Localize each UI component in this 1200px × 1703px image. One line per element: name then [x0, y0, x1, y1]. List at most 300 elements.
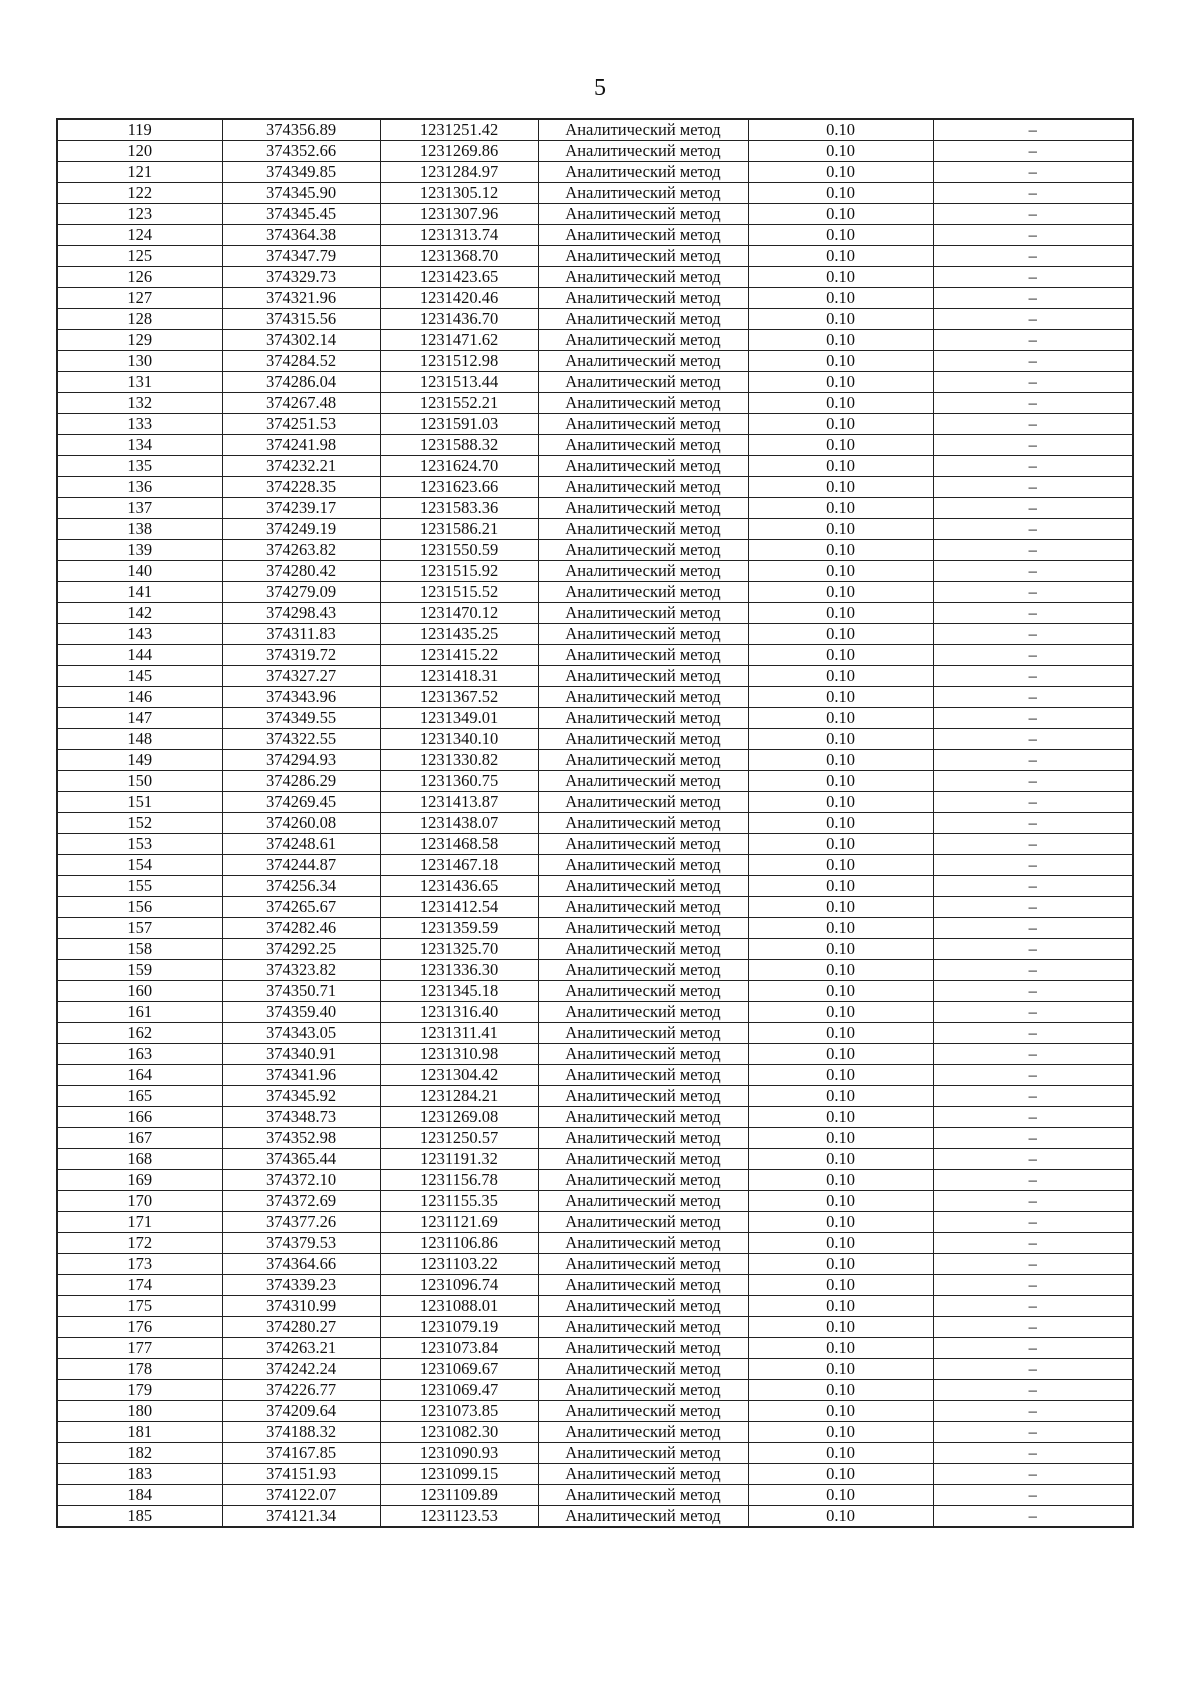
accuracy-cell: 0.10: [748, 1422, 933, 1443]
x-coordinate-cell: 374343.96: [222, 687, 380, 708]
accuracy-cell: 0.10: [748, 981, 933, 1002]
table-row: [57, 876, 1133, 897]
accuracy-cell: 0.10: [748, 141, 933, 162]
method-cell: Аналитический метод: [538, 1401, 748, 1422]
point-number-cell: 121: [57, 162, 222, 183]
table-row: [57, 1002, 1133, 1023]
point-number-cell: 145: [57, 666, 222, 687]
note-cell: –: [933, 624, 1133, 645]
method-cell: Аналитический метод: [538, 960, 748, 981]
method-cell: Аналитический метод: [538, 1317, 748, 1338]
accuracy-cell: 0.10: [748, 1506, 933, 1528]
table-row: [57, 1359, 1133, 1380]
y-coordinate-cell: 1231304.42: [380, 1065, 538, 1086]
x-coordinate-cell: 374302.14: [222, 330, 380, 351]
accuracy-cell: 0.10: [748, 1065, 933, 1086]
x-coordinate-cell: 374292.25: [222, 939, 380, 960]
table-row: [57, 1317, 1133, 1338]
point-number-cell: 146: [57, 687, 222, 708]
note-cell: –: [933, 1128, 1133, 1149]
note-cell: –: [933, 1464, 1133, 1485]
accuracy-cell: 0.10: [748, 225, 933, 246]
note-cell: –: [933, 456, 1133, 477]
table-row: [57, 267, 1133, 288]
x-coordinate-cell: 374372.69: [222, 1191, 380, 1212]
accuracy-cell: 0.10: [748, 918, 933, 939]
y-coordinate-cell: 1231191.32: [380, 1149, 538, 1170]
note-cell: –: [933, 792, 1133, 813]
table-row: [57, 1128, 1133, 1149]
point-number-cell: 139: [57, 540, 222, 561]
accuracy-cell: 0.10: [748, 855, 933, 876]
x-coordinate-cell: 374121.34: [222, 1506, 380, 1528]
method-cell: Аналитический метод: [538, 813, 748, 834]
method-cell: Аналитический метод: [538, 1359, 748, 1380]
y-coordinate-cell: 1231515.52: [380, 582, 538, 603]
method-cell: Аналитический метод: [538, 351, 748, 372]
point-number-cell: 153: [57, 834, 222, 855]
point-number-cell: 154: [57, 855, 222, 876]
y-coordinate-cell: 1231436.65: [380, 876, 538, 897]
table-row: [57, 1401, 1133, 1422]
point-number-cell: 136: [57, 477, 222, 498]
accuracy-cell: 0.10: [748, 1233, 933, 1254]
method-cell: Аналитический метод: [538, 141, 748, 162]
accuracy-cell: 0.10: [748, 708, 933, 729]
accuracy-cell: 0.10: [748, 1443, 933, 1464]
table-row: [57, 456, 1133, 477]
x-coordinate-cell: 374228.35: [222, 477, 380, 498]
note-cell: –: [933, 498, 1133, 519]
accuracy-cell: 0.10: [748, 792, 933, 813]
x-coordinate-cell: 374267.48: [222, 393, 380, 414]
y-coordinate-cell: 1231552.21: [380, 393, 538, 414]
table-row: [57, 519, 1133, 540]
x-coordinate-cell: 374359.40: [222, 1002, 380, 1023]
note-cell: –: [933, 1002, 1133, 1023]
method-cell: Аналитический метод: [538, 561, 748, 582]
x-coordinate-cell: 374340.91: [222, 1044, 380, 1065]
table-row: [57, 1422, 1133, 1443]
point-number-cell: 122: [57, 183, 222, 204]
point-number-cell: 119: [57, 119, 222, 141]
x-coordinate-cell: 374329.73: [222, 267, 380, 288]
x-coordinate-cell: 374348.73: [222, 1107, 380, 1128]
point-number-cell: 176: [57, 1317, 222, 1338]
accuracy-cell: 0.10: [748, 1191, 933, 1212]
method-cell: Аналитический метод: [538, 645, 748, 666]
y-coordinate-cell: 1231513.44: [380, 372, 538, 393]
point-number-cell: 182: [57, 1443, 222, 1464]
note-cell: –: [933, 246, 1133, 267]
y-coordinate-cell: 1231088.01: [380, 1296, 538, 1317]
point-number-cell: 140: [57, 561, 222, 582]
x-coordinate-cell: 374341.96: [222, 1065, 380, 1086]
y-coordinate-cell: 1231311.41: [380, 1023, 538, 1044]
table-row: [57, 351, 1133, 372]
note-cell: –: [933, 288, 1133, 309]
accuracy-cell: 0.10: [748, 183, 933, 204]
accuracy-cell: 0.10: [748, 645, 933, 666]
table-row: [57, 1485, 1133, 1506]
method-cell: Аналитический метод: [538, 1338, 748, 1359]
x-coordinate-cell: 374244.87: [222, 855, 380, 876]
y-coordinate-cell: 1231316.40: [380, 1002, 538, 1023]
table-row: [57, 1107, 1133, 1128]
table-row: [57, 813, 1133, 834]
table-row: [57, 855, 1133, 876]
method-cell: Аналитический метод: [538, 1422, 748, 1443]
x-coordinate-cell: 374372.10: [222, 1170, 380, 1191]
accuracy-cell: 0.10: [748, 687, 933, 708]
note-cell: –: [933, 1506, 1133, 1528]
accuracy-cell: 0.10: [748, 1128, 933, 1149]
table-row: [57, 771, 1133, 792]
note-cell: –: [933, 582, 1133, 603]
point-number-cell: 161: [57, 1002, 222, 1023]
method-cell: Аналитический метод: [538, 1254, 748, 1275]
y-coordinate-cell: 1231109.89: [380, 1485, 538, 1506]
table-row: [57, 960, 1133, 981]
table-row: [57, 1275, 1133, 1296]
note-cell: –: [933, 1149, 1133, 1170]
method-cell: Аналитический метод: [538, 1506, 748, 1528]
note-cell: –: [933, 771, 1133, 792]
note-cell: –: [933, 1254, 1133, 1275]
y-coordinate-cell: 1231412.54: [380, 897, 538, 918]
point-number-cell: 166: [57, 1107, 222, 1128]
y-coordinate-cell: 1231415.22: [380, 645, 538, 666]
x-coordinate-cell: 374356.89: [222, 119, 380, 141]
table-row: [57, 435, 1133, 456]
accuracy-cell: 0.10: [748, 267, 933, 288]
table-row: [57, 1380, 1133, 1401]
point-number-cell: 144: [57, 645, 222, 666]
x-coordinate-cell: 374260.08: [222, 813, 380, 834]
note-cell: –: [933, 603, 1133, 624]
accuracy-cell: 0.10: [748, 414, 933, 435]
y-coordinate-cell: 1231438.07: [380, 813, 538, 834]
accuracy-cell: 0.10: [748, 1254, 933, 1275]
note-cell: –: [933, 729, 1133, 750]
table-row: [57, 666, 1133, 687]
note-cell: –: [933, 1359, 1133, 1380]
point-number-cell: 159: [57, 960, 222, 981]
table-row: [57, 792, 1133, 813]
x-coordinate-cell: 374232.21: [222, 456, 380, 477]
table-row: [57, 708, 1133, 729]
y-coordinate-cell: 1231512.98: [380, 351, 538, 372]
table-row: [57, 393, 1133, 414]
x-coordinate-cell: 374365.44: [222, 1149, 380, 1170]
accuracy-cell: 0.10: [748, 119, 933, 141]
accuracy-cell: 0.10: [748, 1464, 933, 1485]
x-coordinate-cell: 374349.55: [222, 708, 380, 729]
point-number-cell: 163: [57, 1044, 222, 1065]
point-number-cell: 148: [57, 729, 222, 750]
table-row: [57, 918, 1133, 939]
method-cell: Аналитический метод: [538, 435, 748, 456]
point-number-cell: 133: [57, 414, 222, 435]
method-cell: Аналитический метод: [538, 603, 748, 624]
table-row: [57, 834, 1133, 855]
table-row: [57, 204, 1133, 225]
accuracy-cell: 0.10: [748, 1170, 933, 1191]
note-cell: –: [933, 1317, 1133, 1338]
point-number-cell: 152: [57, 813, 222, 834]
y-coordinate-cell: 1231336.30: [380, 960, 538, 981]
table-row: [57, 1443, 1133, 1464]
point-number-cell: 132: [57, 393, 222, 414]
table-row: [57, 225, 1133, 246]
method-cell: Аналитический метод: [538, 1212, 748, 1233]
accuracy-cell: 0.10: [748, 1023, 933, 1044]
accuracy-cell: 0.10: [748, 1212, 933, 1233]
x-coordinate-cell: 374151.93: [222, 1464, 380, 1485]
method-cell: Аналитический метод: [538, 687, 748, 708]
accuracy-cell: 0.10: [748, 813, 933, 834]
method-cell: Аналитический метод: [538, 1443, 748, 1464]
accuracy-cell: 0.10: [748, 1044, 933, 1065]
accuracy-cell: 0.10: [748, 771, 933, 792]
table-row: [57, 414, 1133, 435]
method-cell: Аналитический метод: [538, 288, 748, 309]
table-row: [57, 1506, 1133, 1528]
point-number-cell: 177: [57, 1338, 222, 1359]
y-coordinate-cell: 1231106.86: [380, 1233, 538, 1254]
x-coordinate-cell: 374315.56: [222, 309, 380, 330]
y-coordinate-cell: 1231624.70: [380, 456, 538, 477]
note-cell: –: [933, 225, 1133, 246]
y-coordinate-cell: 1231307.96: [380, 204, 538, 225]
table-row: [57, 119, 1133, 141]
method-cell: Аналитический метод: [538, 855, 748, 876]
y-coordinate-cell: 1231073.84: [380, 1338, 538, 1359]
point-number-cell: 165: [57, 1086, 222, 1107]
accuracy-cell: 0.10: [748, 1275, 933, 1296]
point-number-cell: 125: [57, 246, 222, 267]
note-cell: –: [933, 435, 1133, 456]
x-coordinate-cell: 374343.05: [222, 1023, 380, 1044]
y-coordinate-cell: 1231349.01: [380, 708, 538, 729]
x-coordinate-cell: 374311.83: [222, 624, 380, 645]
point-number-cell: 164: [57, 1065, 222, 1086]
table-row: [57, 330, 1133, 351]
y-coordinate-cell: 1231069.47: [380, 1380, 538, 1401]
point-number-cell: 123: [57, 204, 222, 225]
x-coordinate-cell: 374122.07: [222, 1485, 380, 1506]
method-cell: Аналитический метод: [538, 309, 748, 330]
note-cell: –: [933, 960, 1133, 981]
y-coordinate-cell: 1231251.42: [380, 119, 538, 141]
method-cell: Аналитический метод: [538, 750, 748, 771]
point-number-cell: 141: [57, 582, 222, 603]
note-cell: –: [933, 477, 1133, 498]
accuracy-cell: 0.10: [748, 1149, 933, 1170]
method-cell: Аналитический метод: [538, 1191, 748, 1212]
note-cell: –: [933, 981, 1133, 1002]
y-coordinate-cell: 1231436.70: [380, 309, 538, 330]
method-cell: Аналитический метод: [538, 498, 748, 519]
y-coordinate-cell: 1231345.18: [380, 981, 538, 1002]
note-cell: –: [933, 1485, 1133, 1506]
method-cell: Аналитический метод: [538, 939, 748, 960]
point-number-cell: 167: [57, 1128, 222, 1149]
table-row: [57, 162, 1133, 183]
point-number-cell: 147: [57, 708, 222, 729]
point-number-cell: 150: [57, 771, 222, 792]
y-coordinate-cell: 1231096.74: [380, 1275, 538, 1296]
point-number-cell: 168: [57, 1149, 222, 1170]
accuracy-cell: 0.10: [748, 246, 933, 267]
note-cell: –: [933, 645, 1133, 666]
method-cell: Аналитический метод: [538, 183, 748, 204]
y-coordinate-cell: 1231550.59: [380, 540, 538, 561]
x-coordinate-cell: 374263.82: [222, 540, 380, 561]
method-cell: Аналитический метод: [538, 456, 748, 477]
y-coordinate-cell: 1231313.74: [380, 225, 538, 246]
point-number-cell: 131: [57, 372, 222, 393]
y-coordinate-cell: 1231413.87: [380, 792, 538, 813]
note-cell: –: [933, 204, 1133, 225]
point-number-cell: 180: [57, 1401, 222, 1422]
y-coordinate-cell: 1231368.70: [380, 246, 538, 267]
accuracy-cell: 0.10: [748, 729, 933, 750]
x-coordinate-cell: 374280.27: [222, 1317, 380, 1338]
method-cell: Аналитический метод: [538, 729, 748, 750]
point-number-cell: 169: [57, 1170, 222, 1191]
table-row: [57, 246, 1133, 267]
method-cell: Аналитический метод: [538, 246, 748, 267]
accuracy-cell: 0.10: [748, 1002, 933, 1023]
note-cell: –: [933, 813, 1133, 834]
x-coordinate-cell: 374248.61: [222, 834, 380, 855]
note-cell: –: [933, 119, 1133, 141]
y-coordinate-cell: 1231471.62: [380, 330, 538, 351]
method-cell: Аналитический метод: [538, 1464, 748, 1485]
point-number-cell: 184: [57, 1485, 222, 1506]
note-cell: –: [933, 1044, 1133, 1065]
table-row: [57, 750, 1133, 771]
y-coordinate-cell: 1231435.25: [380, 624, 538, 645]
x-coordinate-cell: 374241.98: [222, 435, 380, 456]
table-body: [57, 119, 1133, 1527]
note-cell: –: [933, 1401, 1133, 1422]
x-coordinate-cell: 374347.79: [222, 246, 380, 267]
y-coordinate-cell: 1231123.53: [380, 1506, 538, 1528]
y-coordinate-cell: 1231423.65: [380, 267, 538, 288]
point-number-cell: 162: [57, 1023, 222, 1044]
y-coordinate-cell: 1231360.75: [380, 771, 538, 792]
note-cell: –: [933, 1296, 1133, 1317]
y-coordinate-cell: 1231588.32: [380, 435, 538, 456]
table-row: [57, 288, 1133, 309]
x-coordinate-cell: 374242.24: [222, 1359, 380, 1380]
method-cell: Аналитический метод: [538, 540, 748, 561]
method-cell: Аналитический метод: [538, 1149, 748, 1170]
point-number-cell: 179: [57, 1380, 222, 1401]
y-coordinate-cell: 1231269.86: [380, 141, 538, 162]
y-coordinate-cell: 1231269.08: [380, 1107, 538, 1128]
method-cell: Аналитический метод: [538, 414, 748, 435]
accuracy-cell: 0.10: [748, 1380, 933, 1401]
table-row: [57, 897, 1133, 918]
x-coordinate-cell: 374352.98: [222, 1128, 380, 1149]
point-number-cell: 155: [57, 876, 222, 897]
accuracy-cell: 0.10: [748, 498, 933, 519]
y-coordinate-cell: 1231325.70: [380, 939, 538, 960]
table-row: [57, 1065, 1133, 1086]
y-coordinate-cell: 1231468.58: [380, 834, 538, 855]
x-coordinate-cell: 374323.82: [222, 960, 380, 981]
note-cell: –: [933, 1212, 1133, 1233]
point-number-cell: 138: [57, 519, 222, 540]
x-coordinate-cell: 374279.09: [222, 582, 380, 603]
point-number-cell: 158: [57, 939, 222, 960]
accuracy-cell: 0.10: [748, 876, 933, 897]
table-row: [57, 1254, 1133, 1275]
point-number-cell: 143: [57, 624, 222, 645]
x-coordinate-cell: 374339.23: [222, 1275, 380, 1296]
y-coordinate-cell: 1231623.66: [380, 477, 538, 498]
note-cell: –: [933, 540, 1133, 561]
method-cell: Аналитический метод: [538, 1086, 748, 1107]
x-coordinate-cell: 374286.29: [222, 771, 380, 792]
x-coordinate-cell: 374364.38: [222, 225, 380, 246]
note-cell: –: [933, 519, 1133, 540]
point-number-cell: 173: [57, 1254, 222, 1275]
point-number-cell: 178: [57, 1359, 222, 1380]
point-number-cell: 157: [57, 918, 222, 939]
table-row: [57, 624, 1133, 645]
x-coordinate-cell: 374226.77: [222, 1380, 380, 1401]
y-coordinate-cell: 1231418.31: [380, 666, 538, 687]
y-coordinate-cell: 1231359.59: [380, 918, 538, 939]
method-cell: Аналитический метод: [538, 1044, 748, 1065]
table-row: [57, 939, 1133, 960]
x-coordinate-cell: 374251.53: [222, 414, 380, 435]
x-coordinate-cell: 374209.64: [222, 1401, 380, 1422]
accuracy-cell: 0.10: [748, 897, 933, 918]
table-row: [57, 540, 1133, 561]
coordinates-table: [56, 118, 1134, 1528]
point-number-cell: 183: [57, 1464, 222, 1485]
method-cell: Аналитический метод: [538, 624, 748, 645]
y-coordinate-cell: 1231310.98: [380, 1044, 538, 1065]
y-coordinate-cell: 1231591.03: [380, 414, 538, 435]
method-cell: Аналитический метод: [538, 666, 748, 687]
table-row: [57, 1212, 1133, 1233]
note-cell: –: [933, 1191, 1133, 1212]
accuracy-cell: 0.10: [748, 351, 933, 372]
point-number-cell: 142: [57, 603, 222, 624]
method-cell: Аналитический метод: [538, 1023, 748, 1044]
accuracy-cell: 0.10: [748, 519, 933, 540]
y-coordinate-cell: 1231156.78: [380, 1170, 538, 1191]
y-coordinate-cell: 1231305.12: [380, 183, 538, 204]
note-cell: –: [933, 855, 1133, 876]
y-coordinate-cell: 1231082.30: [380, 1422, 538, 1443]
table-row: [57, 372, 1133, 393]
accuracy-cell: 0.10: [748, 603, 933, 624]
y-coordinate-cell: 1231250.57: [380, 1128, 538, 1149]
method-cell: Аналитический метод: [538, 1296, 748, 1317]
note-cell: –: [933, 1422, 1133, 1443]
point-number-cell: 156: [57, 897, 222, 918]
table-row: [57, 1191, 1133, 1212]
method-cell: Аналитический метод: [538, 1065, 748, 1086]
table-row: [57, 603, 1133, 624]
